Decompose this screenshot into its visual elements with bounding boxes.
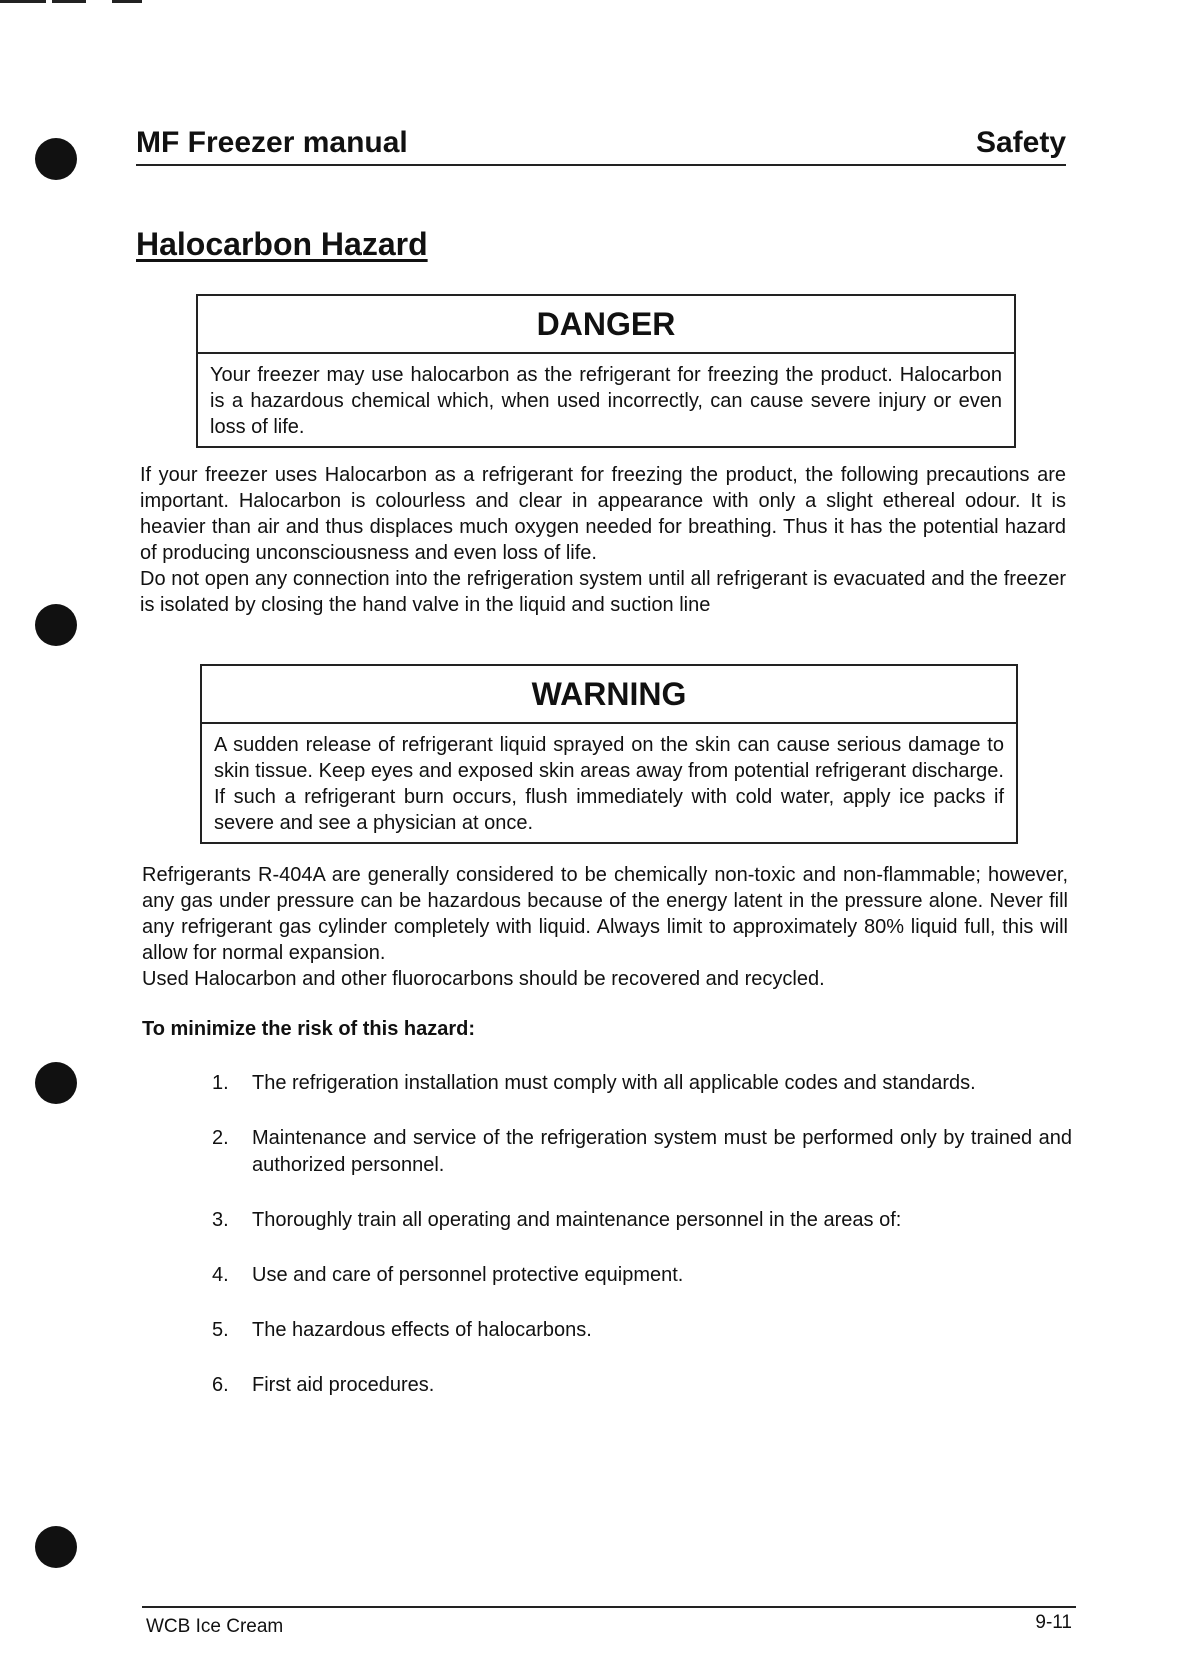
punch-hole <box>35 1062 77 1104</box>
scan-mark <box>0 0 46 3</box>
list-item <box>212 1207 1072 1234</box>
refrigerants-paragraph: Refrigerants R-404A are generally considered to be chemically non-toxic and non-flammable; however, any gas under pressure can be hazardous because of the energy latent in the pressure alone. Never fill any refrigerant gas cylinder completely with liquid. Always limit to approximately 80% liquid full, this will allow for normal expansion. <box>142 864 1068 964</box>
step-number: 1. <box>212 1072 229 1094</box>
manual-title: MF Freezer manual <box>136 126 408 159</box>
page-number: 9-11 <box>1035 1612 1072 1633</box>
step-text: Thoroughly train all operating and maintenance personnel in the areas of: <box>252 1209 902 1231</box>
precaution-list <box>212 1070 1072 1427</box>
step-number: 4. <box>212 1264 229 1286</box>
page-header <box>136 116 1066 166</box>
step-text: Maintenance and service of the refrigeration system must be performed only by trained and authorized personnel. <box>252 1127 1072 1176</box>
list-item <box>212 1372 1072 1399</box>
page-footer <box>142 1606 1076 1644</box>
step-number: 5. <box>212 1319 229 1341</box>
danger-title: DANGER <box>198 296 1014 354</box>
danger-box <box>196 294 1016 448</box>
punch-hole <box>35 138 77 180</box>
step-number: 6. <box>212 1374 229 1396</box>
punch-hole <box>35 1526 77 1568</box>
minimize-heading: To minimize the risk of this hazard: <box>142 1018 476 1040</box>
section-title: Halocarbon Hazard <box>136 226 428 262</box>
scan-mark <box>52 0 86 3</box>
step-text: The hazardous effects of halocarbons. <box>252 1319 592 1341</box>
warning-box <box>200 664 1018 844</box>
footer-company: WCB Ice Cream <box>146 1616 284 1637</box>
warning-title: WARNING <box>202 666 1016 724</box>
danger-text: Your freezer may use halocarbon as the refrigerant for freezing the product. Halocarbon is a hazardous chemical which, when used incorrectly, can cause severe injury or even loss of life. <box>210 364 1002 438</box>
step-number: 3. <box>212 1209 229 1231</box>
step-text: Use and care of personnel protective equipment. <box>252 1264 684 1286</box>
step-number: 2. <box>212 1127 229 1149</box>
refrigerants-text <box>142 862 1068 992</box>
section-label: Safety <box>975 126 1066 159</box>
list-item <box>212 1070 1072 1097</box>
step-text: First aid procedures. <box>252 1374 435 1396</box>
list-item <box>212 1317 1072 1344</box>
list-item <box>212 1125 1072 1179</box>
intro-paragraph: Do not open any connection into the refrigeration system until all refrigerant is evacuated and the freezer is isolated by closing the hand valve in the liquid and suction line <box>140 568 1066 616</box>
punch-hole <box>35 604 77 646</box>
scan-mark <box>112 0 142 3</box>
list-item <box>212 1262 1072 1289</box>
intro-paragraph: If your freezer uses Halocarbon as a refrigerant for freezing the product, the following precautions are important. Halocarbon is colourless and clear in appearance with only a slight ethereal odour. It is heavier than air and thus displaces much oxygen needed for breathing. Thus it has the potential hazard of producing unconsciousness and even loss of life. <box>140 464 1066 564</box>
intro-text <box>140 462 1066 618</box>
refrigerants-paragraph: Used Halocarbon and other fluorocarbons should be recovered and recycled. <box>142 968 825 990</box>
warning-text: A sudden release of refrigerant liquid sprayed on the skin can cause serious damage to skin tissue. Keep eyes and exposed skin areas away from potential refrigerant discharge. If such a refrigerant burn occurs, flush immediately with cold water, apply ice packs if severe and see a physician at once. <box>214 734 1004 834</box>
step-text: The refrigeration installation must comply with all applicable codes and standards. <box>252 1072 976 1094</box>
